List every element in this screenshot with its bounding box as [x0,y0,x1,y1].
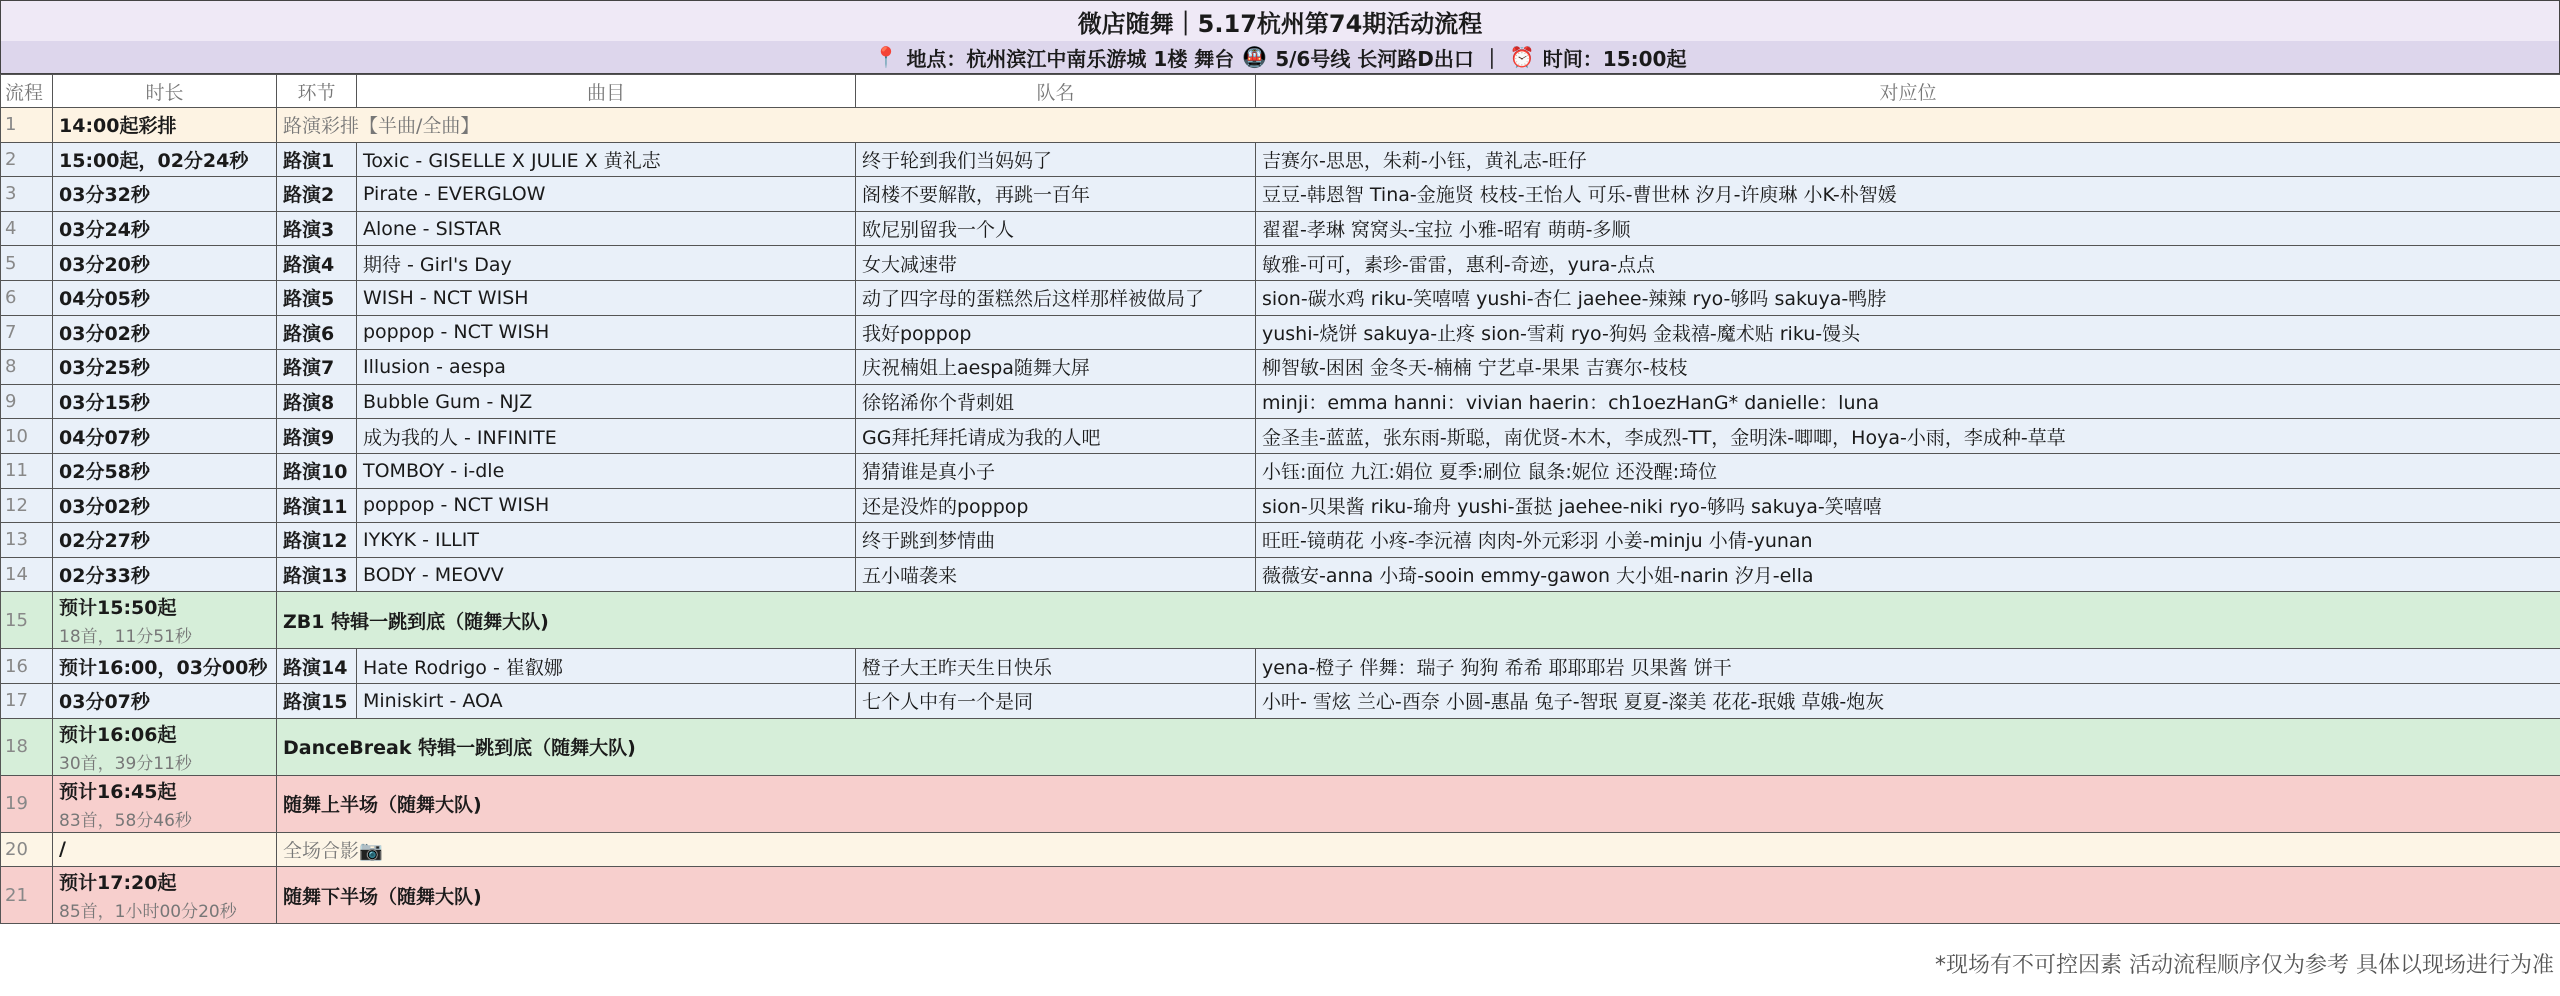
row-duration-sub: 85首，1小时00分20秒 [59,902,237,923]
row-number: 21 [1,867,53,924]
row-song: 成为我的人 - INFINITE [357,419,856,454]
row-duration: 03分15秒 [53,384,277,419]
row-number: 13 [1,523,53,558]
row-positions: 小叶- 雪炫 兰心-酉奈 小圆-惠晶 兔子-智珉 夏夏-澯美 花花-珉娥 草娥-炮灰 [1256,683,2560,718]
row-song: poppop - NCT WISH [357,488,856,523]
row-number: 2 [1,142,53,177]
row-song: BODY - MEOVV [357,557,856,592]
row-positions: 翟翟-孝琳 窝窝头-宝拉 小雅-昭宥 萌萌-多顺 [1256,211,2560,246]
table-row [1,108,2560,143]
row-duration: 03分24秒 [53,211,277,246]
row-segment: 路演13 [277,557,357,592]
row-team: 五小喵袭来 [856,557,1256,592]
row-duration: 预计16:00，03分00秒 [53,649,277,684]
row-duration: 03分32秒 [53,177,277,212]
row-song: TOMBOY - i-dle [357,453,856,488]
row-positions: 吉赛尔-思思，朱莉-小钰，黄礼志-旺仔 [1256,142,2560,177]
schedule-table [0,74,2560,924]
table-row [1,419,2560,454]
table-row [1,280,2560,315]
table-row [1,775,2560,832]
row-number: 5 [1,246,53,281]
row-segment: 随舞下半场（随舞大队) [277,867,2560,924]
row-number: 14 [1,557,53,592]
row-number: 19 [1,775,53,832]
row-number: 3 [1,177,53,212]
row-duration: 03分25秒 [53,350,277,385]
row-segment: 路演2 [277,177,357,212]
row-segment: 路演8 [277,384,357,419]
row-duration-sub: 83首，58分46秒 [59,810,192,831]
row-song: Toxic - GISELLE X JULIE X 黄礼志 [357,142,856,177]
row-song: Pirate - EVERGLOW [357,177,856,212]
row-positions: 豆豆-韩恩智 Tina-金施贤 枝枝-王怡人 可乐-曹世林 汐月-许庾琳 小K-朴智媛 [1256,177,2560,212]
row-number: 18 [1,718,53,775]
row-team: 动了四字母的蛋糕然后这样那样被做局了 [856,280,1256,315]
row-segment: 路演15 [277,683,357,718]
row-song: Hate Rodrigo - 崔叡娜 [357,649,856,684]
table-row [1,592,2560,649]
row-team: GG拜托拜托请成为我的人吧 [856,419,1256,454]
table-row [1,649,2560,684]
table-row [1,488,2560,523]
row-duration: 03分20秒 [53,246,277,281]
row-number: 15 [1,592,53,649]
row-segment: 随舞上半场（随舞大队) [277,775,2560,832]
row-positions: yushi-烧饼 sakuya-止疼 sion-雪莉 ryo-狗妈 金栽禧-魔术贴 riku-馒头 [1256,315,2560,350]
row-positions: 金圣圭-蓝蓝，张东雨-斯聪，南优贤-木木，李成烈-TT，金明洙-唧唧，Hoya-小雨，李成种-草草 [1256,419,2560,454]
row-positions: 柳智敏-困困 金冬天-楠楠 宁艺卓-果果 吉赛尔-枝枝 [1256,350,2560,385]
row-song: IYKYK - ILLIT [357,523,856,558]
row-segment: ZB1 特辑一跳到底（随舞大队) [277,592,2560,649]
row-positions: 敏雅-可可，素珍-雷雷，惠利-奇迹，yura-点点 [1256,246,2560,281]
table-row [1,867,2560,924]
row-duration-main: 预计16:45起 [59,780,177,803]
table-row [1,350,2560,385]
row-team: 徐铭浠你个背刺姐 [856,384,1256,419]
row-segment: 路演12 [277,523,357,558]
row-song: poppop - NCT WISH [357,315,856,350]
table-row [1,315,2560,350]
table-row [1,453,2560,488]
table-row [1,246,2560,281]
table-row [1,177,2560,212]
row-song: Illusion - aespa [357,350,856,385]
row-segment: 路演9 [277,419,357,454]
row-duration: 02分58秒 [53,453,277,488]
row-duration: 02分27秒 [53,523,277,558]
row-positions: yena-橙子 伴舞：瑞子 狗狗 希希 耶耶耶岩 贝果酱 饼干 [1256,649,2560,684]
row-segment: DanceBreak 特辑一跳到底（随舞大队) [277,718,2560,775]
row-segment: 路演14 [277,649,357,684]
row-duration-main: 预计17:20起 [59,872,177,895]
row-team: 女大减速带 [856,246,1256,281]
info-bar [0,41,2560,74]
row-number: 11 [1,453,53,488]
row-team: 橙子大王昨天生日快乐 [856,649,1256,684]
header-cell: 队名 [856,75,1256,108]
row-song: WISH - NCT WISH [357,280,856,315]
table-header-row [1,75,2560,108]
table-row [1,718,2560,775]
row-segment: 全场合影📷 [277,832,2560,867]
header-cell: 环节 [277,75,357,108]
row-duration [53,592,277,649]
row-duration [53,867,277,924]
footer-note: *现场有不可控因素 活动流程顺序仅为参考 具体以现场进行为准 [1935,953,2554,978]
row-positions: 小钰:面位 九江:娟位 夏季:刷位 鼠条:妮位 还没醒:琦位 [1256,453,2560,488]
row-segment: 路演彩排【半曲/全曲】 [277,108,2560,143]
row-duration-main: 预计15:50起 [59,597,177,620]
row-number: 16 [1,649,53,684]
row-duration: 04分07秒 [53,419,277,454]
row-number: 9 [1,384,53,419]
row-positions: sion-贝果酱 riku-瑜舟 yushi-蛋挞 jaehee-niki ryo-够吗 sakuya-笑嘻嘻 [1256,488,2560,523]
row-song: Bubble Gum - NJZ [357,384,856,419]
row-number: 6 [1,280,53,315]
row-number: 12 [1,488,53,523]
row-positions: 旺旺-镜萌花 小疼-李沅禧 肉肉-外元彩羽 小姜-minju 小倩-yunan [1256,523,2560,558]
row-segment: 路演1 [277,142,357,177]
row-duration-sub: 18首，11分51秒 [59,627,192,648]
row-duration: / [53,832,277,867]
clock-icon: ⏰ [1509,45,1535,69]
row-song: 期待 - Girl's Day [357,246,856,281]
table-row [1,557,2560,592]
row-segment: 路演7 [277,350,357,385]
table-row [1,142,2560,177]
row-duration: 03分02秒 [53,488,277,523]
row-segment: 路演5 [277,280,357,315]
row-positions: sion-碳水鸡 riku-笑嘻嘻 yushi-杏仁 jaehee-辣辣 ryo-够吗 sakuya-鸭脖 [1256,280,2560,315]
header-cell: 时长 [53,75,277,108]
row-segment: 路演10 [277,453,357,488]
row-duration: 02分33秒 [53,557,277,592]
row-number: 7 [1,315,53,350]
metro-icon: 🚇 [1242,45,1268,69]
row-duration [53,775,277,832]
row-duration: 03分02秒 [53,315,277,350]
row-team: 终于跳到梦情曲 [856,523,1256,558]
row-number: 4 [1,211,53,246]
header-cell: 流程 [1,75,53,108]
row-duration-sub: 30首，39分11秒 [59,753,192,774]
row-team: 我好poppop [856,315,1256,350]
row-duration: 03分07秒 [53,683,277,718]
row-positions: minji：emma hanni：vivian haerin：ch1oezHanG* danielle：luna [1256,384,2560,419]
time-text: 时间：15:00起 [1542,46,1687,71]
row-team: 猜猜谁是真小子 [856,453,1256,488]
row-segment: 路演4 [277,246,357,281]
table-row [1,683,2560,718]
row-number: 10 [1,419,53,454]
row-duration [53,718,277,775]
row-team: 阁楼不要解散，再跳一百年 [856,177,1256,212]
row-team: 终于轮到我们当妈妈了 [856,142,1256,177]
row-number: 8 [1,350,53,385]
row-number: 20 [1,832,53,867]
location-text: 地点：杭州滨江中南乐游城 1楼 舞台 [906,46,1235,71]
row-team: 还是没炸的poppop [856,488,1256,523]
row-song: Miniskirt - AOA [357,683,856,718]
header-cell: 曲目 [357,75,856,108]
row-segment: 路演3 [277,211,357,246]
row-team: 庆祝楠姐上aespa随舞大屏 [856,350,1256,385]
location-pin-icon: 📍 [873,45,899,69]
row-song: Alone - SISTAR [357,211,856,246]
row-positions: 薇薇安-anna 小琦-sooin emmy-gawon 大小姐-narin 汐月-ella [1256,557,2560,592]
row-segment: 路演11 [277,488,357,523]
page-title: 微店随舞｜5.17杭州第74期活动流程 [0,0,2560,42]
row-team: 欧尼别留我一个人 [856,211,1256,246]
row-duration: 14:00起彩排 [53,108,277,143]
metro-text: 5/6号线 长河路D出口 [1275,46,1474,71]
row-duration: 04分05秒 [53,280,277,315]
row-duration: 15:00起，02分24秒 [53,142,277,177]
table-row [1,211,2560,246]
info-separator: ｜ [1481,46,1502,71]
row-duration-main: 预计16:06起 [59,723,177,746]
header-cell: 对应位 [1256,75,2560,108]
table-row [1,523,2560,558]
row-number: 17 [1,683,53,718]
row-team: 七个人中有一个是同 [856,683,1256,718]
row-number: 1 [1,108,53,143]
table-row [1,832,2560,867]
table-row [1,384,2560,419]
row-segment: 路演6 [277,315,357,350]
